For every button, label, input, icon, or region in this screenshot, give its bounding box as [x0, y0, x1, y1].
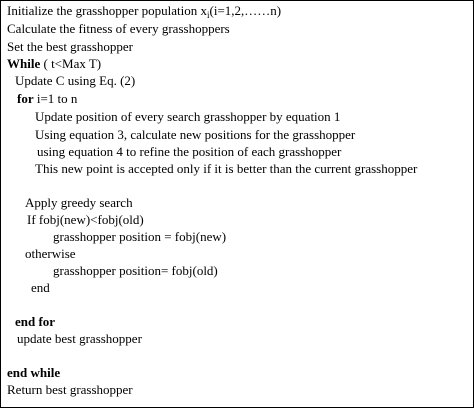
- line-end-for: end for: [15, 314, 56, 329]
- line-otherwise: otherwise: [25, 246, 76, 261]
- line-calculate-fitness: Calculate the fitness of every grasshoppers: [7, 21, 230, 36]
- for-range: i=1 to n: [33, 91, 78, 106]
- line-if-condition: If fobj(new)<fobj(old): [27, 212, 144, 227]
- line-end-while: end while: [7, 365, 61, 380]
- while-keyword: While: [7, 56, 41, 71]
- line-initialize: [7, 3, 281, 20]
- line-greedy-search: Apply greedy search: [25, 195, 133, 210]
- line-equation-4: using equation 4 to refine the position of each grasshopper: [37, 144, 342, 159]
- while-condition: ( t<Max T): [40, 56, 102, 71]
- line-update-c: Update C using Eq. (2): [15, 73, 136, 88]
- line-update-position: Update position of every search grasshopper by equation 1: [35, 109, 341, 124]
- line-update-best: update best grasshopper: [17, 331, 142, 346]
- line-while: [7, 56, 101, 72]
- line-position-new: grasshopper position = fobj(new): [53, 229, 227, 244]
- line-initialize-subscript: i: [207, 10, 210, 20]
- line-position-old: grasshopper position= fobj(old): [53, 263, 218, 278]
- line-initialize-text: Initialize the grasshopper population x: [7, 3, 208, 18]
- line-initialize-range: (i=1,2,……n): [209, 3, 282, 18]
- line-for: [17, 91, 77, 107]
- for-keyword: for: [17, 91, 34, 106]
- line-set-best: Set the best grasshopper: [7, 39, 134, 54]
- line-equation-3: Using equation 3, calculate new positions for the grasshopper: [35, 127, 356, 142]
- line-return-best: Return best grasshopper: [7, 382, 133, 397]
- line-end: end: [31, 280, 50, 295]
- line-accept-new-point: This new point is accepted only if it is better than the current grasshopper: [35, 161, 418, 176]
